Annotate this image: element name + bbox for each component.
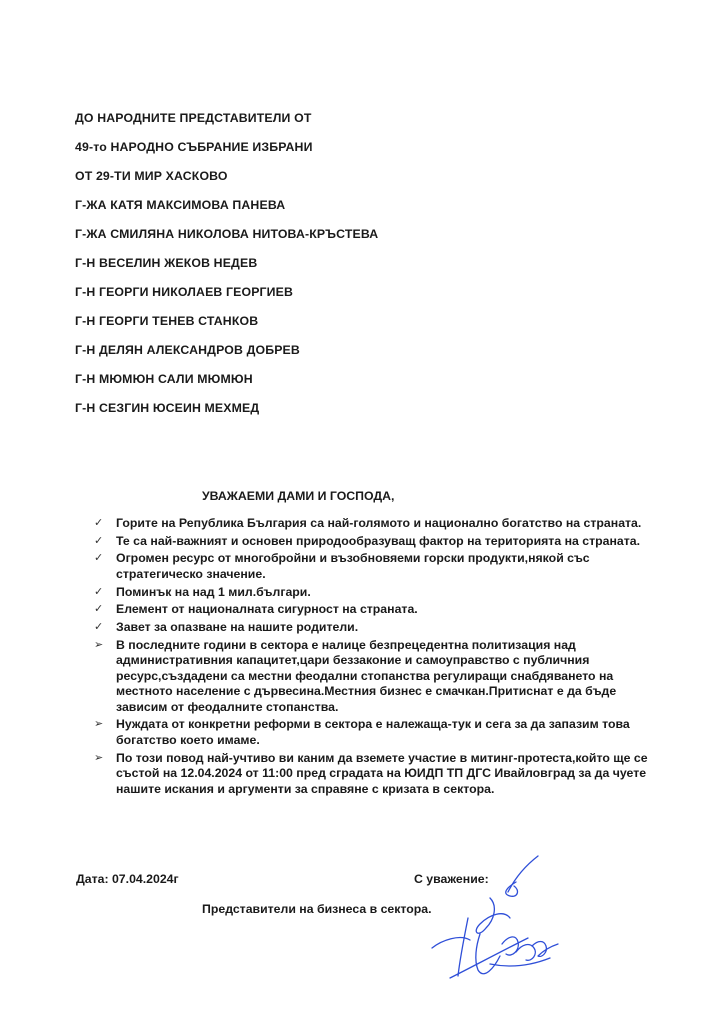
list-item-text: По този повод най-учтиво ви каним да вземете участие в митинг-протеста,който ще се състой на 12.04.2024 от 11:00 пред сградата на ЮИДП ТП ДГС Ивайловград за да чуете нашите искания и аргументи за справяне с кризата в сектора. — [116, 750, 648, 796]
list-item-text: Завет за опазване на нашите родители. — [116, 619, 359, 634]
arrow-bullet-icon: ➢ — [94, 638, 104, 651]
check-icon: ✓ — [94, 552, 104, 565]
check-icon: ✓ — [94, 585, 104, 598]
recipient-line: Г-Н ДЕЛЯН АЛЕКСАНДРОВ ДОБРЕВ — [75, 343, 300, 357]
check-icon: ✓ — [94, 517, 104, 529]
list-item-text: Елемент от националната сигурност на страната. — [116, 602, 418, 617]
points-list — [94, 516, 654, 799]
recipient-line: Г-Н ГЕОРГИ ТЕНЕВ СТАНКОВ — [75, 314, 259, 328]
list-item-text: В последните години в сектора е налице безпрецедентна политизация над административния капацитет,цари беззаконие и самоуправство с публичния ресурс,създадени са местни феодални стопанства регулиращи снабдяването на местното население с дървесина.Местния бизнес е смачкан.Притиснат е да бъде зависим от феодалните стопанства. — [116, 637, 617, 714]
greeting: УВАЖАЕМИ ДАМИ И ГОСПОДА, — [202, 489, 395, 503]
list-item-text: Нуждата от конкретни реформи в сектора е належаща-тук и сега за да запазим това богатство което имаме. — [116, 717, 630, 747]
representatives-line: Представители на бизнеса в сектора. — [202, 902, 432, 916]
check-icon: ✓ — [94, 620, 104, 633]
arrow-bullet-icon: ➢ — [94, 751, 104, 764]
list-item — [94, 602, 654, 618]
list-item — [94, 551, 654, 582]
recipient-line: 49-то НАРОДНО СЪБРАНИЕ ИЗБРАНИ — [75, 140, 313, 154]
arrow-bullet-icon: ➢ — [94, 718, 104, 731]
recipients-block — [75, 110, 378, 429]
regards-line: С уважение: — [414, 872, 489, 886]
recipient-line: Г-Н ГЕОРГИ НИКОЛАЕВ ГЕОРГИЕВ — [75, 285, 294, 299]
recipient-line: Г-Н ВЕСЕЛИН ЖЕКОВ НЕДЕВ — [75, 256, 258, 270]
list-item — [94, 516, 654, 532]
list-item — [94, 717, 654, 748]
list-item — [94, 638, 654, 716]
check-icon: ✓ — [94, 534, 104, 547]
check-icon: ✓ — [94, 603, 104, 616]
list-item-text: Поминък на над 1 мил.българи. — [116, 584, 311, 599]
list-item — [94, 620, 654, 636]
signature-scribble — [420, 848, 570, 988]
list-item-text: Горите на Република България са най-голямото и национално богатство на страната. — [116, 516, 642, 530]
list-item-text: Огромен ресурс от многобройни и възобновяеми горски продукти,някой със стратегическо значение. — [116, 551, 590, 581]
recipient-line: ОТ 29-ТИ МИР ХАСКОВО — [75, 169, 228, 183]
recipient-line: Г-Н СЕЗГИН ЮСЕИН МЕХМЕД — [75, 401, 260, 415]
list-item — [94, 751, 654, 798]
date-line: Дата: 07.04.2024г — [76, 872, 179, 886]
list-item — [94, 585, 654, 601]
recipient-line: Г-ЖА КАТЯ МАКСИМОВА ПАНЕВА — [75, 198, 286, 212]
list-item — [94, 534, 654, 550]
list-item-text: Те са най-важният и основен природообразуващ фактор на територията на страната. — [116, 533, 641, 548]
recipient-line: Г-Н МЮМЮН САЛИ МЮМЮН — [75, 372, 253, 386]
recipient-line: Г-ЖА СМИЛЯНА НИКОЛОВА НИТОВА-КРЪСТЕВА — [75, 227, 379, 241]
recipient-line: ДО НАРОДНИТЕ ПРЕДСТАВИТЕЛИ ОТ — [75, 111, 312, 125]
